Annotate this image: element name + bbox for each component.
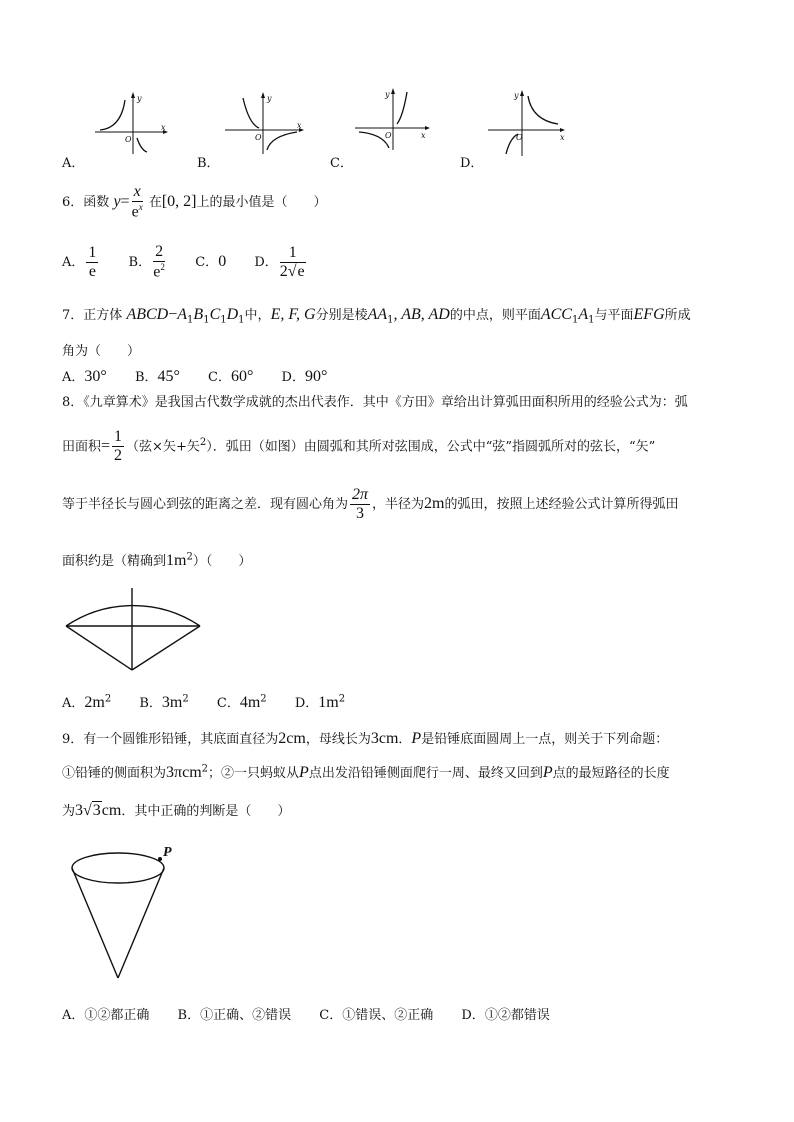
q7-option-a[interactable] — [62, 366, 107, 386]
q8-options — [62, 692, 369, 712]
graph-c-origin: O — [385, 131, 392, 140]
q7-text1: 正方体 — [83, 308, 123, 323]
q8-line4 — [62, 550, 251, 570]
q6-stem — [62, 183, 327, 222]
q7-b1-sub: 1 — [203, 314, 210, 326]
q6-text-post: 上的最小值是（ ） — [196, 195, 327, 211]
q8-option-b-label: B． — [139, 696, 162, 711]
q8-angle-num: 2π — [350, 486, 370, 505]
q9-option-d-label: D． — [461, 1008, 485, 1023]
q8-option-d-val: 1m — [318, 694, 339, 711]
q7-text6: 所成 — [664, 308, 691, 323]
q9-option-a-label: A． — [62, 1008, 85, 1023]
q9-p: P — [411, 730, 422, 747]
q6-frac-den — [132, 202, 143, 222]
q7-option-d[interactable] — [282, 366, 328, 386]
graph-c-y-label: y — [385, 90, 390, 99]
q7-line2: 角为（ ） — [62, 344, 141, 359]
q6-option-b[interactable] — [129, 241, 168, 285]
q6-d-num: 1 — [280, 244, 306, 263]
q7-dash: − — [168, 306, 178, 323]
q6-option-a-label: A． — [62, 255, 85, 270]
q8-option-d-exp: 2 — [338, 693, 346, 705]
q6-c-val: 0 — [218, 253, 227, 270]
q8-angle — [350, 486, 370, 524]
q7-plane1: ACC — [540, 306, 572, 323]
graph-d — [488, 90, 568, 156]
q7-cube: ABCD — [126, 306, 169, 323]
graph-a-origin: O — [125, 135, 132, 144]
q9-p2: P — [299, 764, 309, 781]
q7-a1: A — [177, 306, 188, 323]
q9-line2-mid: ；②一只蚂蚁从 — [208, 766, 300, 781]
q9-option-d[interactable] — [461, 1004, 549, 1023]
q6-b-den — [153, 262, 165, 282]
q8-line2-pre: 田面积 — [62, 439, 102, 455]
q6-b-num: 2 — [153, 243, 165, 262]
q6-option-a-frac — [86, 244, 98, 282]
q7-option-c-label: C． — [208, 370, 231, 385]
q8-option-c-val: 4m — [239, 694, 261, 711]
q9-option-d-val: ①②都错误 — [484, 1008, 550, 1023]
q8-option-c[interactable] — [217, 692, 267, 712]
q6-a-num: 1 — [86, 244, 98, 263]
q9-line1-post: 是铅锤底面圆周上一点，则关于下列命题： — [421, 732, 669, 747]
q7-option-c[interactable] — [208, 366, 253, 386]
q6-option-d-label: D． — [254, 255, 278, 270]
q6-y: y — [113, 193, 121, 211]
q7-aa1-sub: 1 — [387, 314, 394, 326]
q9-line1-pre: 9．有一个圆锥形铅锤，其底面直径为 — [62, 732, 279, 747]
q9-line1-dot: ． — [398, 732, 412, 747]
q8-half-den: 2 — [114, 447, 123, 465]
q7-text3: 分别是棱 — [315, 308, 368, 323]
graph-a — [95, 92, 170, 154]
q6-option-c-label: C． — [195, 255, 219, 270]
q8-line2-post: ）．弧田（如图）由圆弧和其所对弦围成，公式中“弦”指圆弧所对的弦长，“矢” — [206, 439, 656, 455]
q9-option-c-label: C． — [319, 1008, 343, 1023]
q6-number: 6． — [62, 195, 84, 211]
q8-line2 — [62, 423, 655, 467]
q7-option-a-label: A． — [62, 370, 85, 385]
q7-option-b-label: B． — [134, 370, 158, 385]
q8-option-a-val: 2m — [84, 694, 105, 711]
q7-option-c-val: 60° — [231, 368, 254, 385]
q9-line1 — [62, 728, 668, 748]
q6-frac-den-base: e — [131, 203, 139, 221]
q7-text5: 与平面 — [594, 308, 634, 323]
q7-option-b[interactable] — [135, 366, 180, 386]
q8-option-b-val: 3m — [161, 694, 183, 711]
q6-b-den-exp: 2 — [160, 262, 165, 273]
q9-area: 3πcm — [166, 764, 202, 781]
q9-line3-pre: 为 — [62, 804, 76, 819]
q8-unit: 1m — [166, 552, 187, 569]
q8-eq: = — [101, 437, 111, 455]
q6-option-b-label: B． — [128, 255, 152, 270]
q7-a1-sub: 1 — [187, 314, 194, 326]
q9-len-rad: 3 — [92, 802, 101, 819]
graph-c-x-label: x — [421, 131, 426, 140]
q6-frac-num: x — [132, 183, 143, 202]
q8-line3-post: 的弧田，按照上述经验公式计算所得弧田 — [444, 497, 679, 512]
q8-option-c-label: C． — [216, 696, 240, 711]
q6-d-den-rad: e — [297, 263, 305, 280]
graph-b-origin: O — [255, 133, 262, 142]
graph-b-y-label: y — [267, 94, 272, 103]
q7-aa1: AA — [367, 306, 388, 323]
graph-c — [355, 88, 435, 150]
q7-d1-sub: 1 — [238, 314, 245, 326]
q7-plane1b-sub: 1 — [588, 314, 595, 326]
q6-interval: [0, 2] — [161, 193, 197, 211]
q8-line2-exp: 2 — [199, 437, 207, 448]
q9-line2-post: 点出发沿铅锤侧面爬行一周、最终又回到 — [308, 766, 543, 781]
q9-line1-mid: ，母线长为 — [305, 732, 371, 747]
q6-d-den-pre: 2 — [279, 263, 288, 280]
graph-d-origin: O — [516, 133, 523, 142]
graph-d-x-label: x — [560, 133, 565, 142]
q8-half-num: 1 — [112, 428, 124, 447]
q6-option-c[interactable] — [195, 240, 226, 285]
q9-option-a[interactable] — [62, 1004, 149, 1023]
graph-a-x-label: x — [161, 123, 166, 132]
q6-option-a[interactable] — [62, 241, 100, 285]
q8-line3-mid: ，半径为 — [372, 497, 425, 512]
q8-line4-pre: 面积约是（精确到 — [62, 554, 167, 569]
q9-slant: 3cm — [370, 730, 399, 747]
q8-option-d-label: D． — [294, 696, 319, 711]
q8-option-c-exp: 2 — [260, 693, 267, 705]
graph-b — [225, 92, 305, 154]
q9-len-coef: 3 — [75, 802, 84, 819]
q9-line2 — [62, 762, 670, 782]
graph-b-x-label: x — [297, 121, 302, 130]
q8-option-a-label: A． — [62, 696, 85, 711]
q7-text4: 的中点，则平面 — [449, 308, 541, 323]
q9-option-b-val: ①正确、②错误 — [200, 1008, 292, 1023]
q6-option-d-frac — [280, 244, 306, 282]
q6-text-pre: 函数 — [83, 195, 110, 211]
q9-option-a-val: ①②都正确 — [84, 1008, 150, 1023]
q8-option-a-exp: 2 — [104, 693, 112, 705]
q9-option-b-label: B． — [177, 1008, 201, 1023]
q7-number: 7． — [62, 308, 84, 323]
q6-option-b-frac — [153, 243, 165, 282]
q7-abad: , AB, AD — [393, 306, 450, 323]
q9-line3: 为3√3cm．其中正确的判断是（ ） — [62, 802, 291, 819]
q6-options — [62, 240, 332, 285]
q8-option-b-exp: 2 — [182, 693, 189, 705]
q9-line2-end: 点的最短路径的长度 — [552, 766, 670, 781]
q7-options — [62, 366, 351, 386]
q9-p3: P — [542, 764, 553, 781]
q7-plane1b: A — [578, 306, 589, 323]
q9-len-unit: cm — [101, 802, 122, 819]
q9-line3-post: ．其中正确的判断是（ ） — [121, 804, 291, 819]
q6-fraction — [132, 183, 143, 222]
q6-a-den: e — [88, 263, 96, 280]
q8-angle-den: 3 — [356, 505, 365, 522]
q6-text-in: 在 — [148, 195, 162, 211]
graph-d-y-label: y — [514, 91, 519, 100]
q7-text2: 中， — [244, 308, 271, 323]
q6-eq: = — [120, 193, 130, 211]
q8-option-b[interactable] — [139, 692, 188, 712]
q8-line3 — [62, 484, 679, 525]
q9-line2-pre: ①铅锤的侧面积为 — [62, 766, 167, 781]
q8-unit-exp: 2 — [186, 551, 193, 563]
cone-figure — [70, 842, 180, 982]
q7-efg: E, F, G — [270, 306, 316, 323]
q5-option-b-label: B． — [197, 156, 220, 171]
q7-option-a-val: 30° — [84, 368, 107, 385]
q5-option-a-label: A． — [62, 156, 85, 171]
cone-point-p-label: P — [163, 845, 172, 860]
q7-line1 — [62, 303, 691, 333]
q8-option-d[interactable] — [295, 692, 345, 712]
q7-plane2: EFG — [633, 306, 665, 323]
q6-option-d[interactable] — [254, 241, 307, 285]
q6-frac-den-exp: x — [138, 202, 143, 213]
arc-field-figure — [64, 586, 204, 672]
q6-d-den: 2√e — [279, 263, 305, 280]
q7-d1: D — [226, 306, 239, 323]
q9-diameter: 2cm — [278, 730, 306, 747]
q7-plane1-sub: 1 — [571, 314, 579, 326]
q8-line2-paren: （弦×矢+矢 — [126, 439, 200, 455]
q5-option-c-label: C． — [330, 156, 353, 171]
q9-option-b[interactable] — [178, 1004, 292, 1023]
q5-option-d-label: D． — [460, 156, 484, 171]
q8-half — [112, 428, 124, 466]
q7-b1: B — [193, 306, 204, 323]
q8-line4-post: ）（ ） — [192, 554, 252, 569]
q7-option-d-val: 90° — [304, 368, 328, 385]
q7-c1: C — [209, 306, 221, 323]
q9-option-c[interactable] — [319, 1004, 433, 1023]
q8-radius: 2m — [424, 495, 445, 512]
q7-option-d-label: D． — [281, 370, 305, 385]
q9-option-c-val: ①错误、②正确 — [342, 1008, 434, 1023]
q9-options — [62, 1004, 574, 1023]
q7-c1-sub: 1 — [220, 314, 227, 326]
q7-option-b-val: 45° — [157, 368, 180, 385]
q8-line3-pre: 等于半径长与圆心到弦的距离之差．现有圆心角为 — [62, 497, 349, 512]
graph-a-y-label: y — [137, 94, 142, 103]
q8-option-a[interactable] — [62, 692, 111, 712]
q6-b-den-base: e — [153, 263, 161, 281]
q9-area-exp: 2 — [201, 763, 209, 775]
q8-line1: 8．《九章算术》是我国古代数学成就的杰出代表作．其中《方田》章给出计算弧田面积所用的经验公式为：弧 — [62, 395, 688, 410]
